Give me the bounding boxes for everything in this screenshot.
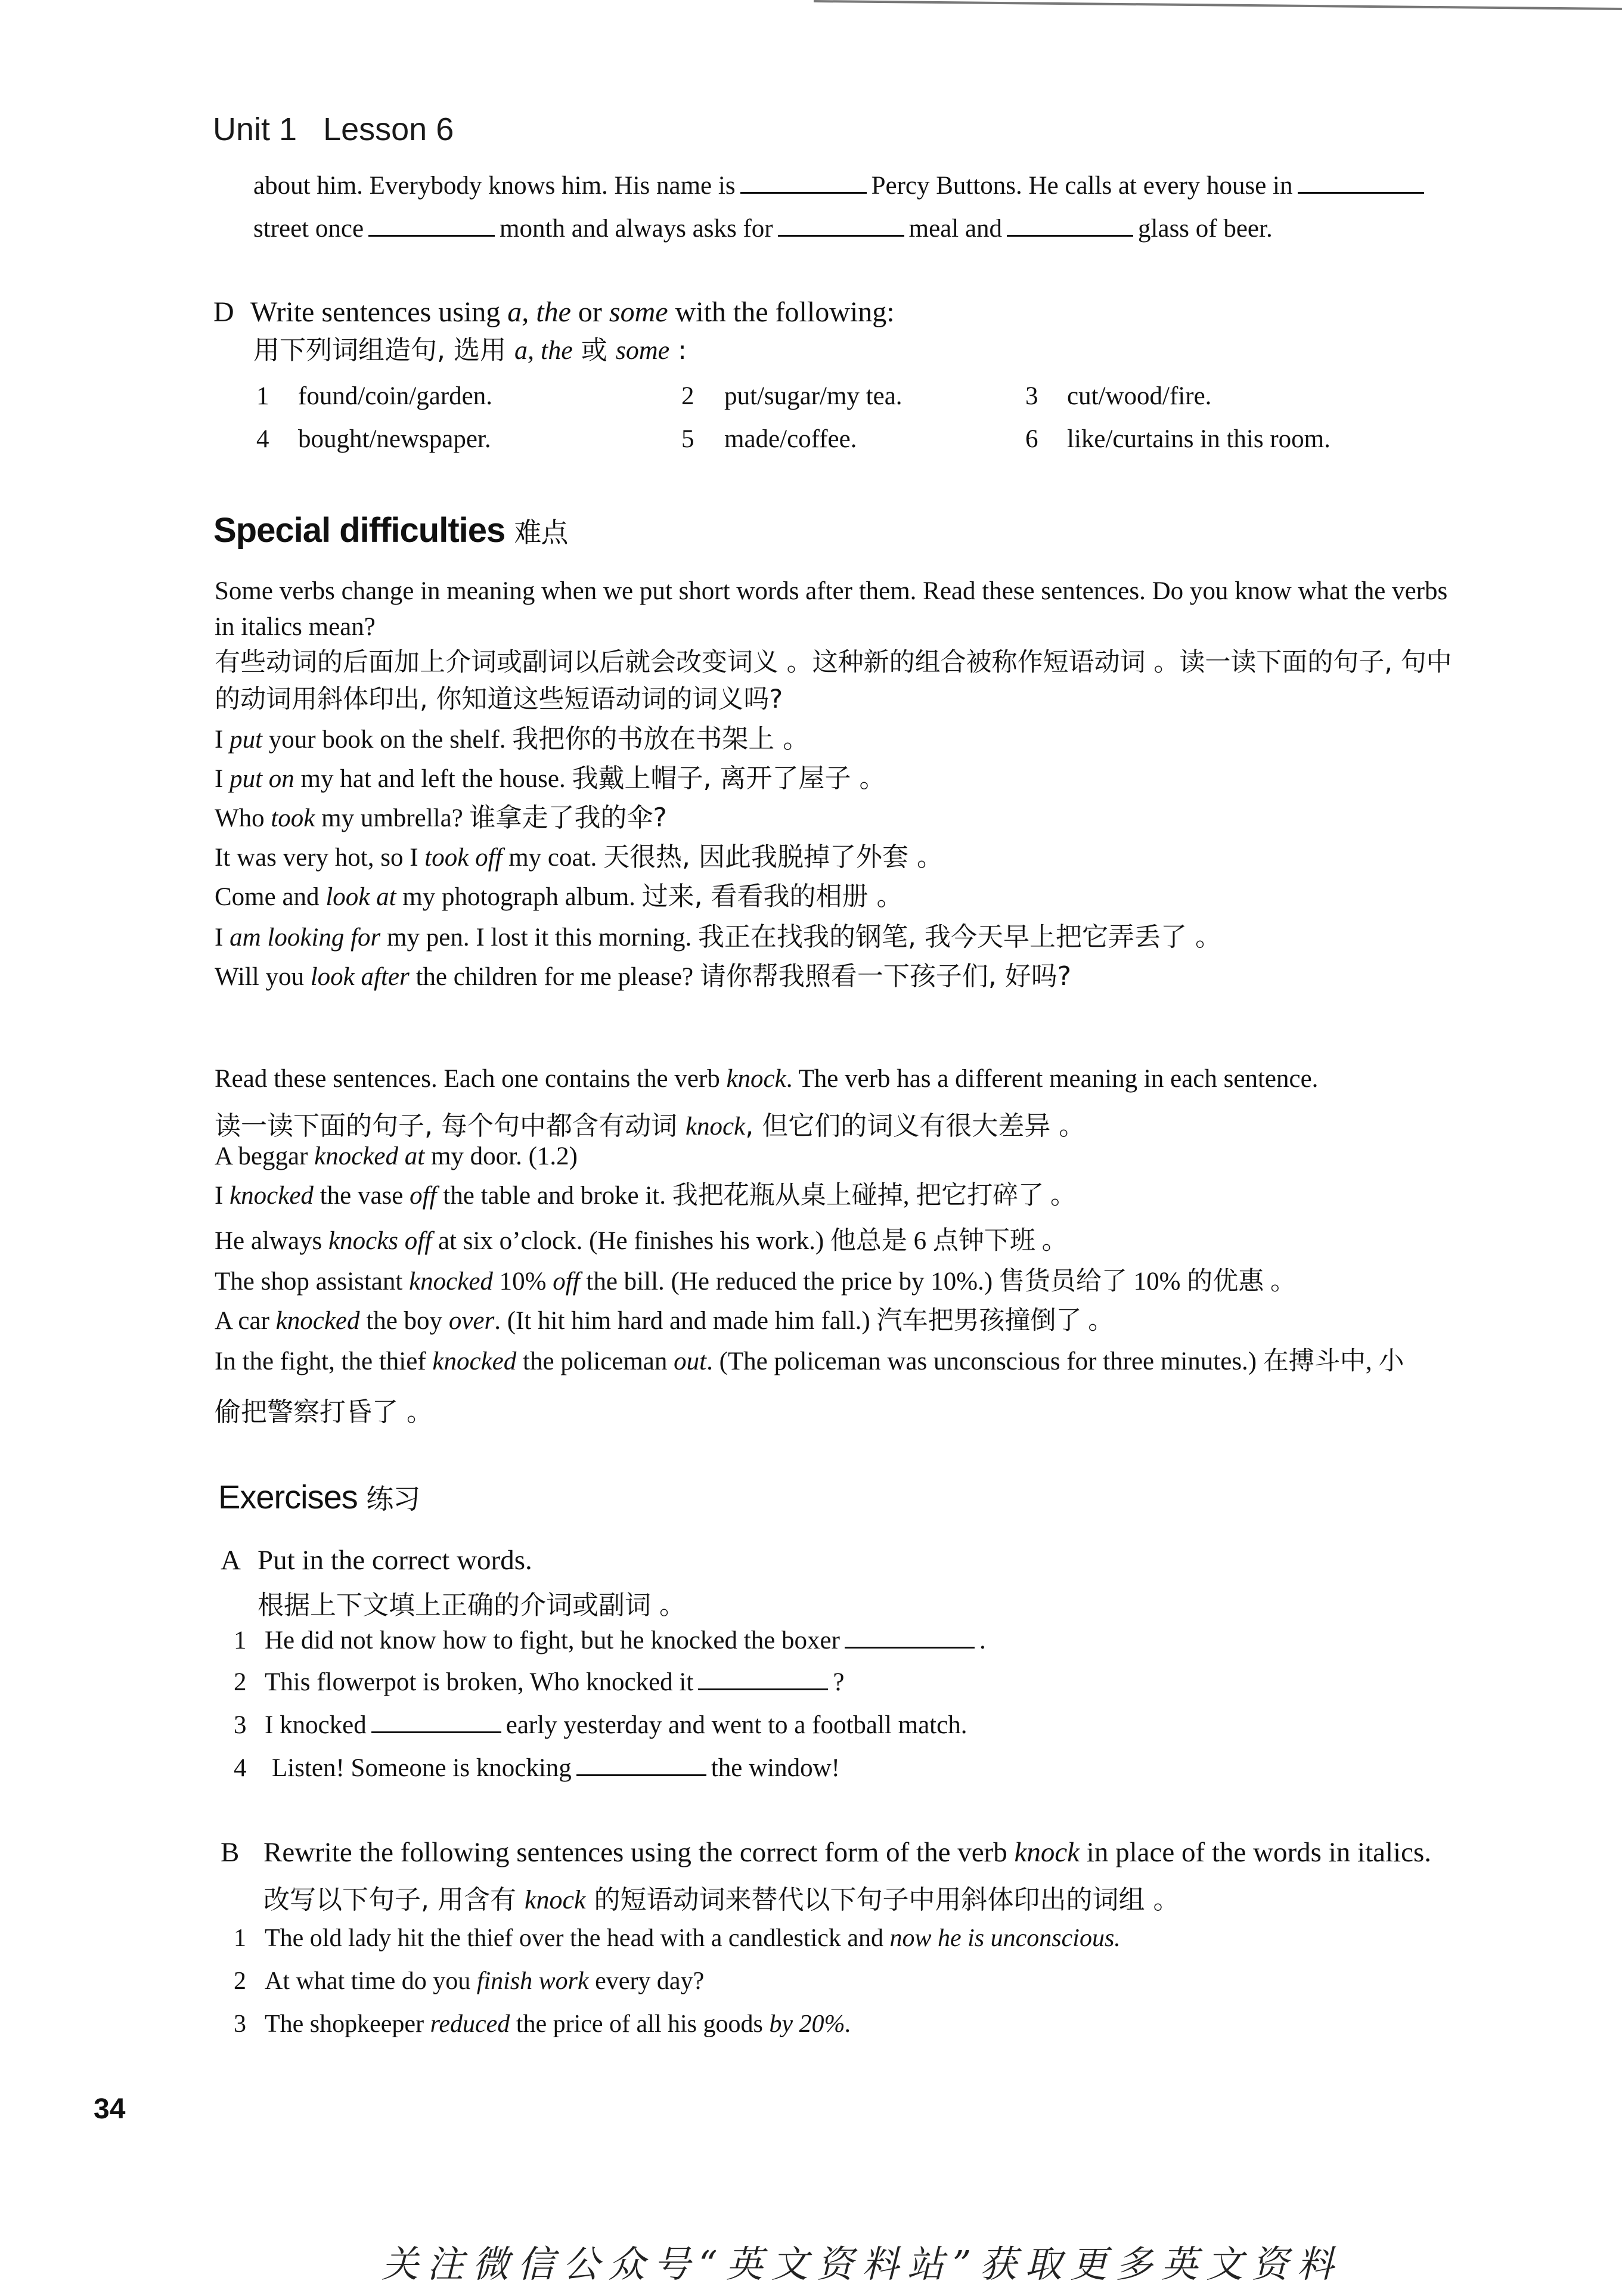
running-header — [213, 111, 454, 148]
italic-verb: knock — [726, 1065, 786, 1093]
instruction-text: or — [570, 296, 609, 328]
item-italic: reduced — [430, 2010, 510, 2038]
item-text: ? — [833, 1668, 845, 1696]
translation: 天很热, 因此我脱掉了外套 。 — [603, 842, 944, 872]
instruction-italic: a, the — [507, 296, 571, 328]
fill-blank[interactable] — [368, 235, 495, 237]
text: I — [215, 924, 230, 952]
text: Read these sentences. Each one contains the verb — [215, 1065, 727, 1093]
instruction-text: Write sentences using — [250, 296, 508, 328]
item-number: 4 — [256, 425, 269, 453]
knock-example — [215, 1269, 1296, 1294]
italic-verb: look after — [310, 963, 410, 991]
item-number: 5 — [681, 425, 694, 453]
instruction-text: in place of the words in italics. — [1080, 1837, 1432, 1868]
italic-verb: am looking for — [230, 924, 381, 952]
italic-verb: knocked — [409, 1268, 493, 1296]
example-sentence — [215, 844, 943, 870]
example-sentence — [215, 963, 1071, 990]
italic-verb: knocked at — [314, 1142, 425, 1170]
intro-line-2: in italics mean? — [215, 613, 376, 641]
passage-text: about him. Everybody knows him. His name is — [253, 172, 736, 200]
item-text: He did not know how to fight, but he knocked the boxer — [265, 1626, 840, 1654]
example-sentence — [215, 881, 903, 912]
exercise-d-instruction — [213, 298, 895, 327]
passage-text: Percy Buttons. He calls at every house in — [871, 172, 1293, 200]
italic-particle: over — [448, 1307, 495, 1335]
item-number: 6 — [1025, 425, 1038, 453]
italic-verb: put on — [230, 765, 294, 793]
instruction-italic: a, the — [514, 336, 573, 365]
example-sentence — [215, 763, 886, 794]
item-number: 1 — [234, 1925, 246, 1952]
text: my umbrella? — [315, 804, 470, 832]
italic-verb: knocked — [275, 1307, 360, 1335]
intro-line-1: Some verbs change in meaning when we put short words after them. Read these sentences. Do you know what the verbs — [215, 577, 1448, 605]
knock-example — [215, 1228, 1068, 1254]
italic-verb: put — [230, 726, 263, 754]
item-text: The shopkeeper — [265, 2010, 430, 2038]
italic-verb: knocks off — [328, 1227, 432, 1255]
instruction-text: Rewrite the following sentences using the correct form of the verb — [263, 1837, 1015, 1868]
instruction-cn-text: 用下列词组造句, 选用 — [253, 335, 514, 365]
instruction-cn-text: 的短语动词来替代以下句子中用斜体印出的词组 。 — [585, 1885, 1180, 1915]
answer-blank[interactable] — [845, 1647, 975, 1649]
example-sentence — [215, 924, 1221, 950]
text: Come and — [215, 883, 326, 911]
instruction-cn-text: 或 — [572, 335, 616, 365]
item-text: At what time do you — [265, 1967, 477, 1995]
fill-blank[interactable] — [1007, 235, 1133, 237]
fill-blank[interactable] — [778, 235, 904, 237]
text: . The verb has a different meaning in each sentence. — [786, 1065, 1319, 1093]
instruction-italic: some — [609, 296, 668, 328]
item-text: the price of all his goods — [510, 2010, 770, 2038]
exercise-letter: D — [213, 296, 234, 328]
passage-line-1 — [253, 173, 1429, 199]
exercise-item — [234, 1669, 844, 1695]
text: A car — [215, 1307, 276, 1335]
text: my photograph album. — [396, 883, 642, 911]
translation: 我正在找我的钢笔, 我今天早上把它弄丢了 。 — [698, 922, 1221, 952]
italic-verb: knock — [685, 1113, 746, 1141]
text: the children for me please? — [409, 963, 700, 991]
text: . (The policeman was unconscious for three minutes.) 在搏斗中, 小 — [706, 1347, 1404, 1375]
exercise-item — [234, 2012, 851, 2037]
exercise-letter: A — [221, 1545, 241, 1576]
italic-particle: off — [553, 1268, 580, 1296]
passage-text: street once — [253, 215, 364, 243]
exercise-b-instruction-cn — [263, 1878, 1180, 1916]
item-number: 2 — [234, 1967, 246, 1995]
exercise-item — [234, 1969, 704, 1994]
item-italic: now he is unconscious. — [889, 1925, 1121, 1952]
exercise-b-instruction — [221, 1839, 1431, 1867]
item-text: made/coffee. — [724, 425, 857, 453]
item-text: bought/newspaper. — [298, 425, 491, 453]
text: my coat. — [502, 844, 604, 872]
exercise-item — [234, 1755, 840, 1781]
italic-verb: look at — [325, 883, 396, 911]
item-number: 2 — [234, 1668, 247, 1696]
knock-example — [215, 1144, 578, 1169]
instruction-italic: some — [615, 336, 670, 365]
item-number: 3 — [1025, 382, 1038, 410]
example-sentence — [215, 726, 809, 752]
section-heading-special-difficulties — [213, 510, 567, 550]
passage-text: month and always asks for — [500, 215, 773, 243]
heading-text: Exercises — [218, 1478, 358, 1516]
exercise-item — [234, 1712, 967, 1738]
item-text: Listen! Someone is knocking — [272, 1754, 572, 1782]
translation: 我戴上帽子, 离开了屋子 。 — [572, 763, 886, 794]
lesson-label: Lesson 6 — [323, 111, 454, 147]
example-sentence — [215, 802, 667, 833]
italic-verb: took — [271, 804, 315, 832]
text: the bill. (He reduced the price by 10%.) 售货员给了 10% 的优惠 。 — [579, 1268, 1296, 1296]
passage-text: glass of beer. — [1138, 215, 1273, 243]
item-number: 2 — [681, 382, 694, 410]
instruction-italic: knock — [1014, 1837, 1080, 1868]
section-heading-exercises — [218, 1477, 420, 1517]
text: the table and broke it. 我把花瓶从桌上碰掉, 把它打碎了 。 — [436, 1182, 1076, 1210]
text: The shop assistant — [215, 1268, 410, 1296]
italic-particle: out — [674, 1347, 707, 1375]
italic-verb: took off — [424, 844, 503, 872]
instruction-text: Put in the correct words. — [258, 1545, 532, 1576]
item-text: The old lady hit the thief over the head with a candlestick and — [265, 1925, 890, 1952]
text: I — [215, 765, 230, 793]
translation: 谁拿走了我的伞? — [469, 802, 667, 833]
text: my pen. I lost it this morning. — [380, 924, 699, 952]
knock-example — [215, 1308, 1114, 1334]
item-text: cut/wood/fire. — [1067, 382, 1212, 410]
item-text: early yesterday and went to a football match. — [505, 1711, 967, 1739]
instruction-cn-text: 改写以下句子, 用含有 — [263, 1885, 525, 1915]
text: He always — [215, 1227, 329, 1255]
instruction-text: with the following: — [668, 296, 895, 328]
knock-intro — [215, 1066, 1318, 1092]
item-text: put/sugar/my tea. — [724, 382, 903, 410]
item-text: This flowerpot is broken, Who knocked it — [265, 1668, 694, 1696]
item-number: 1 — [256, 382, 269, 410]
translation: 过来, 看看我的相册 。 — [641, 881, 903, 912]
item-number: 3 — [234, 1711, 247, 1739]
instruction-cn-text: : — [669, 335, 687, 365]
fill-blank[interactable] — [740, 192, 867, 194]
intro-cn-line-2: 的动词用斜体印出, 你知道这些短语动词的词义吗? — [215, 684, 783, 714]
item-number: 4 — [234, 1754, 247, 1782]
text: my door. (1.2) — [424, 1142, 578, 1170]
item-text: found/coin/garden. — [298, 382, 492, 410]
answer-blank[interactable] — [576, 1774, 706, 1776]
text: . (It hit him hard and made him fall.) 汽车把男孩撞倒了 。 — [494, 1307, 1114, 1335]
watermark-text: 关注微信公众号“英文资料站”获取更多英文资料 — [382, 2242, 1342, 2286]
knock-example — [215, 1349, 1404, 1374]
exercise-item — [234, 1926, 1121, 1951]
text: , 但它们的词义有很大差异 。 — [745, 1111, 1086, 1141]
text: your book on the shelf. — [262, 726, 513, 754]
heading-cn: 难点 — [514, 516, 568, 549]
answer-blank[interactable] — [698, 1688, 828, 1690]
item-number: 3 — [234, 2010, 246, 2038]
exercise-letter: B — [221, 1837, 240, 1868]
item-italic: by 20%. — [769, 2010, 851, 2038]
exercise-item — [234, 1628, 986, 1653]
italic-verb: knocked — [432, 1347, 517, 1375]
text: the policeman — [516, 1347, 674, 1375]
item-text: the window! — [711, 1754, 840, 1782]
text: my hat and left the house. — [294, 765, 572, 793]
text: It was very hot, so I — [215, 844, 425, 872]
item-text: every day? — [588, 1967, 705, 1995]
instruction-italic: knock — [524, 1885, 586, 1914]
text: A beggar — [215, 1142, 315, 1170]
item-text: like/curtains in this room. — [1067, 425, 1331, 453]
text: 10% — [492, 1268, 553, 1296]
exercise-d-instruction-cn — [253, 337, 687, 364]
item-text: . — [979, 1626, 986, 1654]
scan-edge-line — [814, 0, 1622, 10]
italic-particle: off — [410, 1182, 437, 1210]
passage-line-2 — [253, 216, 1273, 241]
text: 读一读下面的句子, 每个句中都含有动词 — [215, 1111, 686, 1141]
knock-example — [215, 1183, 1076, 1209]
heading-text: Special difficulties — [213, 511, 505, 550]
text: Who — [215, 804, 271, 832]
text: Will you — [215, 963, 311, 991]
knock-example-cn-continuation: 偷把警察打昏了 。 — [215, 1397, 433, 1427]
item-text: I knocked — [265, 1711, 367, 1739]
passage-text: meal and — [908, 215, 1003, 243]
heading-cn: 练习 — [366, 1483, 420, 1515]
unit-label: Unit 1 — [213, 111, 297, 147]
answer-blank[interactable] — [371, 1731, 501, 1733]
exercise-a-instruction — [221, 1547, 532, 1575]
text: In the fight, the thief — [215, 1347, 433, 1375]
text: I — [215, 726, 230, 754]
exercise-a-instruction-cn: 根据上下文填上正确的介词或副词 。 — [258, 1590, 686, 1620]
translation: 我把你的书放在书架上 。 — [512, 724, 810, 754]
item-number: 1 — [234, 1626, 247, 1654]
text: I — [215, 1182, 230, 1210]
text: at six o’clock. (He finishes his work.) 他总是 6 点钟下班 。 — [432, 1227, 1068, 1255]
item-italic: finish work — [476, 1967, 589, 1995]
knock-intro-cn — [215, 1104, 1085, 1142]
fill-blank[interactable] — [1298, 192, 1424, 194]
text: the boy — [359, 1307, 449, 1335]
translation: 请你帮我照看一下孩子们, 好吗? — [699, 961, 1072, 991]
text: the vase — [313, 1182, 410, 1210]
intro-cn-line-1: 有些动词的后面加上介词或副词以后就会改变词义 。这种新的组合被称作短语动词 。读一读下面的句子, 句中 — [215, 647, 1452, 677]
page-number: 34 — [94, 2093, 126, 2125]
italic-verb: knocked — [230, 1182, 314, 1210]
